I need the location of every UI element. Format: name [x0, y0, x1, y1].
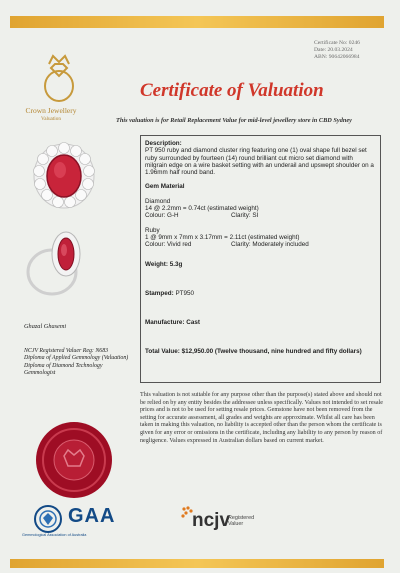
diamond-clarity: Clarity: SI	[231, 212, 259, 220]
gaa-subtitle: Gemmological Association of Australia	[22, 533, 87, 537]
ncjv-logo-text: ncjv	[192, 510, 231, 531]
ruby-colour: Colour: Vivid red	[145, 241, 192, 249]
description-text: PT 950 ruby and diamond cluster ring featuring one (1) oval shape full bezel set ruby surrounded by fourteen (14) round brilliant cut micro set diamond with milgrain edge on a wire basket setting with an underail and upswept shoulder on a 1.96mm half round band.	[145, 147, 374, 177]
certificate-abn: ABN: 90642066984	[314, 54, 360, 61]
certificate-number: Certificate No: 0246	[314, 40, 360, 46]
wax-seal-icon	[34, 420, 114, 505]
page-title: Certificate of Valuation	[140, 80, 324, 101]
gold-band-bottom	[10, 559, 384, 568]
ring-top-view-image	[30, 140, 98, 217]
valuer-diploma-2: Diploma of Diamond Technology	[24, 362, 103, 369]
diamond-colour: Colour: G-H	[145, 212, 179, 220]
brand-block	[14, 107, 88, 123]
ruby-detail: 1 @ 9mm x 7mm x 3.17mm = 2.11ct (estimated weight)	[145, 233, 300, 241]
page-subtitle: This valuation is for Retail Replacement Value for mid-level jewellery store in CBD Sydney	[116, 117, 352, 124]
valuer-reg: NCJV Registered Valuer Reg: N683	[24, 348, 109, 354]
manufacture: Manufacture: Cast	[145, 319, 200, 327]
valuer-name: Ghazal Ghasemi	[24, 323, 67, 330]
ring-side-view-image	[24, 228, 88, 303]
gaa-logo-text: GAA	[68, 505, 116, 527]
total-value: Total Value: $12,950.00 (Twelve thousand, nine hundred and fifty dollars)	[145, 348, 362, 356]
disclaimer-text: This valuation is not suitable for any purpose other than the purpose(s) stated above and should not be relied on by any entity besides the addressee unless specifically. Values not intended to set resale prices and is not to be used for setting resale prices. Gemstone have not been removed from the setting for accurate assessment, all grades and weights are approximate. Whilst all care has been taken in making this valuation, no liability is accepted other than the person whom the certificate is given for any error or omissions in the certificate, including any liability to any person by reason of negligence. Values expressed in Australian dollars based on current market.	[140, 392, 383, 444]
ncjv-registered	[228, 515, 254, 527]
ncjv-reg-line1: Registered	[228, 515, 255, 521]
certificate-meta	[314, 40, 360, 62]
stamped	[145, 290, 376, 297]
description-box	[140, 135, 381, 383]
weight: Weight: 5.3g	[145, 260, 183, 268]
gold-band-top	[10, 16, 384, 28]
ncjv-reg-line2: Valuer	[228, 521, 244, 527]
stamped-value: PT950	[175, 289, 195, 297]
certificate-date: Date: 20.03.2024	[314, 47, 353, 54]
brand-tag: Valuation	[41, 116, 61, 122]
valuer-role: Gemmologist	[24, 369, 56, 376]
valuer-diploma-1: Diploma of Applied Gemmology (Valuation)	[24, 355, 129, 362]
crown-ring-logo-icon	[24, 50, 94, 111]
diamond-label: Diamond	[145, 197, 171, 205]
description-heading: Description:	[145, 140, 182, 147]
stamped-label: Stamped:	[145, 289, 174, 297]
diamond-detail: 14 @ 2.2mm = 0.74ct (estimated weight)	[145, 205, 259, 213]
valuer-credentials	[24, 348, 128, 377]
gem-material-heading: Gem Material	[145, 183, 185, 191]
brand-name: Crown Jewellery	[25, 106, 77, 115]
ruby-label: Ruby	[145, 226, 160, 234]
ruby-clarity: Clarity: Moderately included	[231, 241, 309, 249]
